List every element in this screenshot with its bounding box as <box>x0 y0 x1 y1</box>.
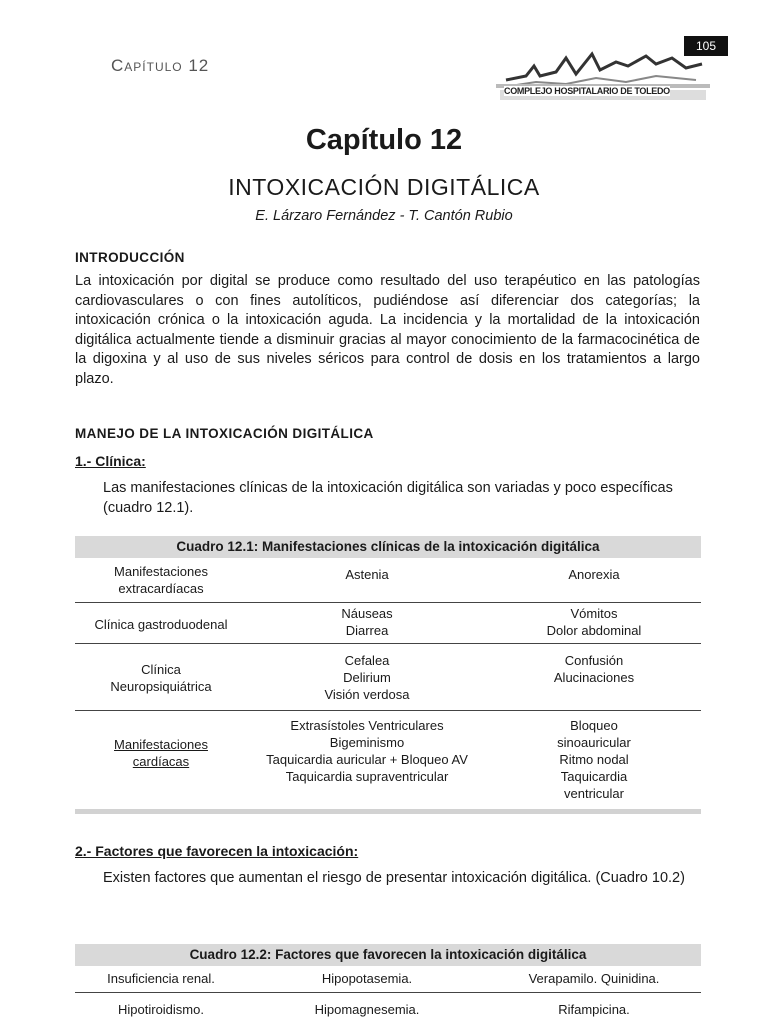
table-cell: Bloqueo sinoauricular Ritmo nodal Taquicardia ventricular <box>557 718 631 801</box>
table-cell: Hipotiroidismo. <box>118 1002 204 1017</box>
table-cell-category: Manifestaciones cardíacas <box>114 737 208 769</box>
table-cell: Anorexia <box>568 567 620 582</box>
table-row <box>75 644 701 711</box>
table-cell: Astenia <box>345 567 389 582</box>
manejo-heading: MANEJO DE LA INTOXICACIÓN DIGITÁLICA <box>75 426 374 441</box>
table-cell-category: Manifestaciones extracardíacas <box>114 564 208 596</box>
table-cell: Rifampicina. <box>558 1002 630 1017</box>
table-row <box>75 966 701 993</box>
table-cell: Hipopotasemia. <box>321 971 413 986</box>
table-cell-category: Clínica Neuropsiquiátrica <box>110 662 212 694</box>
table-cell: Cefalea Delirium Visión verdosa <box>324 653 410 702</box>
table1-title: Cuadro 12.1: Manifestaciones clínicas de la intoxicación digitálica <box>75 536 701 558</box>
table-row <box>75 711 701 814</box>
table-cell-category: Clínica gastroduodenal <box>94 616 228 632</box>
table-row <box>75 997 701 1023</box>
authors: E. Lárzaro Fernández - T. Cantón Rubio <box>255 208 513 224</box>
table-cell: Extrasístoles Ventriculares Bigeminismo Taquicardia auricular + Bloqueo AV Taquicardia supraventricular <box>266 718 468 784</box>
running-head: Capítulo 12 <box>111 56 210 75</box>
table-cell: Insuficiencia renal. <box>107 971 215 986</box>
page-number: 105 <box>684 36 728 56</box>
table-cell: Confusión Alucinaciones <box>553 653 635 685</box>
clinica-paragraph: Las manifestaciones clínicas de la intoxicación digitálica son variadas y poco específicas (cuadro 12.1). <box>103 480 673 516</box>
chapter-title: Capítulo 12 <box>305 124 463 156</box>
factores-paragraph: Existen factores que aumentan el riesgo de presentar intoxicación digitálica. (Cuadro 10.2) <box>103 870 685 886</box>
intro-paragraph: La intoxicación por digital se produce como resultado del uso terapéutico en las patologías cardiovasculares o con fines autolíticos, pudiéndose así diferenciar dos categorías; la intoxicación crónica o la intoxicación aguda. La incidencia y la mortalidad de la intoxicación digitálica actualmente tiende a disminuir gracias al mayor conocimiento de la farmacocinética de la digoxina y al uso de sus niveles séricos para control de dosis en los tratamientos a largo plazo. <box>75 273 700 387</box>
logo-text: COMPLEJO HOSPITALARIO DE TOLEDO <box>504 86 670 96</box>
table-row <box>75 603 701 644</box>
factores-heading: 2.- Factores que favorecen la intoxicación: <box>75 843 359 859</box>
chapter-subtitle: INTOXICACIÓN DIGITÁLICA <box>228 174 540 200</box>
clinica-heading: 1.- Clínica: <box>75 453 146 469</box>
table-cell: Hipomagnesemia. <box>314 1002 420 1017</box>
table-cell: Vómitos Dolor abdominal <box>546 606 642 638</box>
table-cell: Verapamilo. Quinidina. <box>528 971 660 986</box>
table-row <box>75 558 701 603</box>
table-risk-factors <box>75 944 701 1023</box>
table2-title: Cuadro 12.2: Factores que favorecen la intoxicación digitálica <box>75 944 701 966</box>
intro-heading: INTRODUCCIÓN <box>75 250 185 265</box>
table-clinical-manifestations <box>75 536 701 814</box>
table-cell: Náuseas Diarrea <box>341 606 393 638</box>
